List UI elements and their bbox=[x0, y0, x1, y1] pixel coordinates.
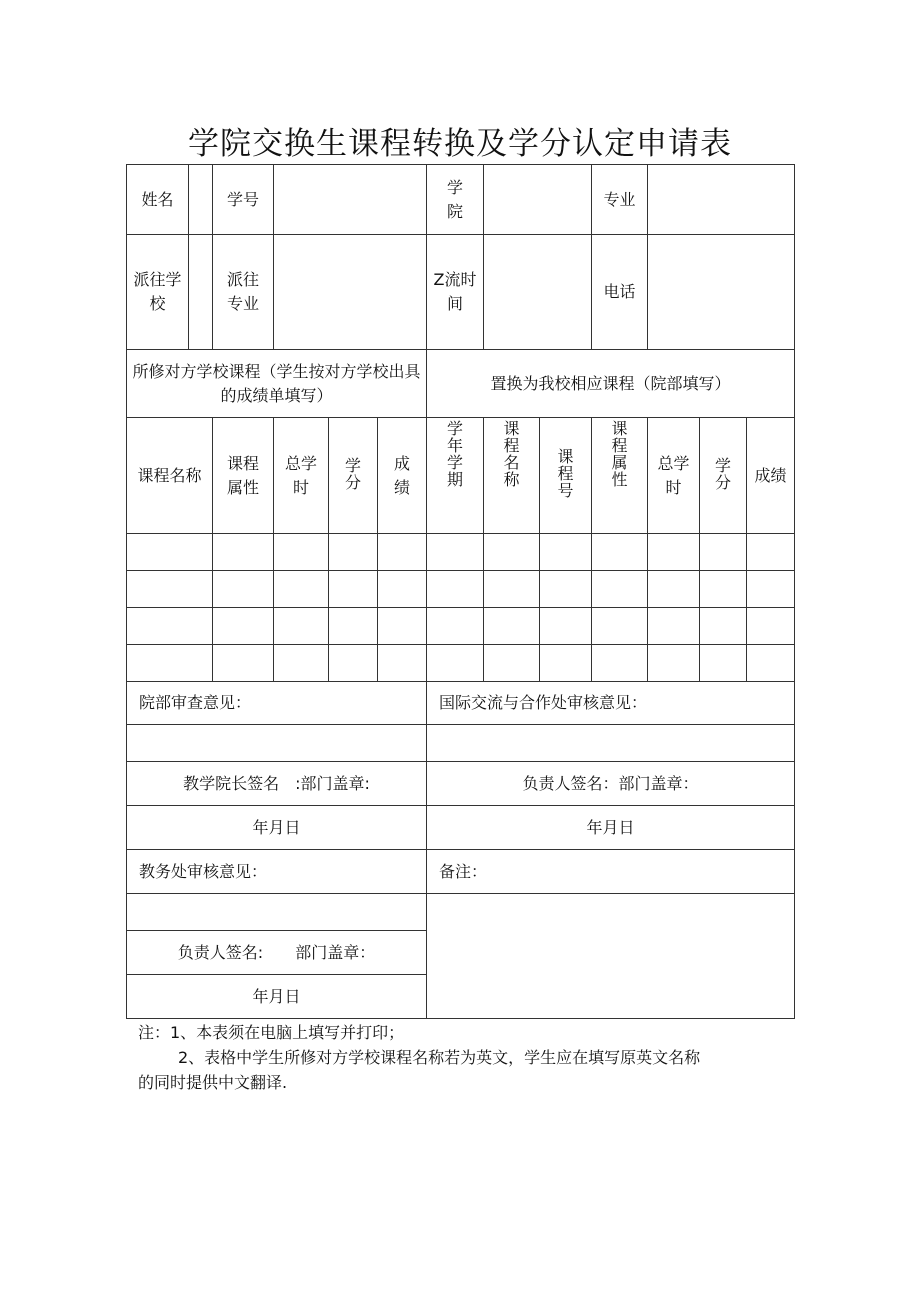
intl-opinion-field[interactable] bbox=[427, 725, 795, 762]
col-course-number: 课程号 bbox=[557, 447, 574, 500]
course-row bbox=[127, 571, 795, 608]
approval-row-2 bbox=[127, 725, 795, 762]
note-line-2: 2、表格中学生所修对方学校课程名称若为英文，学生应在填写原英文名称 bbox=[178, 1048, 701, 1067]
dept-opinion-field[interactable] bbox=[127, 725, 427, 762]
academic-signature-label: 负责人签名: 部门盖章： bbox=[127, 931, 427, 975]
form-notes bbox=[138, 1020, 798, 1095]
college-label: 学院 bbox=[447, 177, 464, 221]
phone-field[interactable] bbox=[648, 235, 795, 350]
application-form-table bbox=[126, 164, 795, 1019]
host-school-label: 派往学校 bbox=[133, 270, 182, 313]
date-label-2: 年月日 bbox=[427, 806, 795, 850]
intl-signature-label: 负责人签名：部门盖章： bbox=[427, 762, 795, 806]
blank-cell[interactable] bbox=[189, 235, 213, 350]
col-total-hours: 总学时 bbox=[284, 453, 317, 497]
col-course-name-right: 课程名称 bbox=[503, 419, 520, 489]
major-field[interactable] bbox=[648, 165, 795, 235]
col-grade: 成绩 bbox=[394, 453, 411, 497]
student-id-field[interactable] bbox=[274, 165, 427, 235]
academic-opinion-label: 教务处审核意见： bbox=[127, 850, 427, 894]
intl-opinion-label: 国际交流与合作处审核意见： bbox=[427, 682, 795, 725]
phone-label: 电话 bbox=[592, 235, 648, 350]
host-major-field[interactable] bbox=[274, 235, 427, 350]
major-label: 专业 bbox=[592, 165, 648, 235]
section-header-row bbox=[127, 350, 795, 418]
col-total-hours-right: 总学时 bbox=[657, 453, 690, 497]
approval-row-3 bbox=[127, 762, 795, 806]
host-courses-header: 所修对方学校课程（学生按对方学校出具的成绩单填写） bbox=[127, 350, 427, 418]
host-major-label: 派往专业 bbox=[226, 270, 259, 313]
approval-row-1 bbox=[127, 682, 795, 725]
name-label: 姓名 bbox=[127, 165, 189, 235]
name-field[interactable] bbox=[189, 165, 213, 235]
remarks-field[interactable] bbox=[427, 894, 795, 1019]
approval-row-4 bbox=[127, 806, 795, 850]
col-credits: 学分 bbox=[344, 455, 361, 492]
col-term: 学年学期 bbox=[447, 419, 464, 489]
student-id-label: 学号 bbox=[213, 165, 274, 235]
course-row bbox=[127, 608, 795, 645]
col-grade-right: 成绩 bbox=[747, 418, 795, 534]
col-course-type-right: 课程属性 bbox=[611, 419, 628, 489]
dept-opinion-label: 院部审查意见： bbox=[127, 682, 427, 725]
col-course-name: 课程名称 bbox=[127, 418, 213, 534]
approval-row-5 bbox=[127, 850, 795, 894]
date-label-3: 年月日 bbox=[127, 975, 427, 1019]
note-line-3: 的同时提供中文翻译. bbox=[138, 1073, 288, 1092]
dean-signature-label: 教学院长签名 :部门盖章: bbox=[127, 762, 427, 806]
column-header-row bbox=[127, 418, 795, 534]
date-label-1: 年月日 bbox=[127, 806, 427, 850]
note-line-1: 注：1、本表须在电脑上填写并打印； bbox=[138, 1023, 405, 1042]
remarks-label: 备注： bbox=[427, 850, 795, 894]
info-row-1 bbox=[127, 165, 795, 235]
converted-courses-header: 置换为我校相应课程（院部填写） bbox=[427, 350, 795, 418]
college-field[interactable] bbox=[484, 165, 592, 235]
info-row-2 bbox=[127, 235, 795, 350]
col-credits-right: 学分 bbox=[715, 455, 732, 492]
exchange-time-label: Z流时间 bbox=[433, 270, 477, 313]
course-row bbox=[127, 534, 795, 571]
academic-opinion-field[interactable] bbox=[127, 894, 427, 931]
approval-row-6 bbox=[127, 894, 795, 931]
exchange-time-field[interactable] bbox=[484, 235, 592, 350]
course-row bbox=[127, 645, 795, 682]
col-course-type: 课程属性 bbox=[226, 453, 259, 497]
form-title: 学院交换生课程转换及学分认定申请表 bbox=[188, 126, 732, 162]
